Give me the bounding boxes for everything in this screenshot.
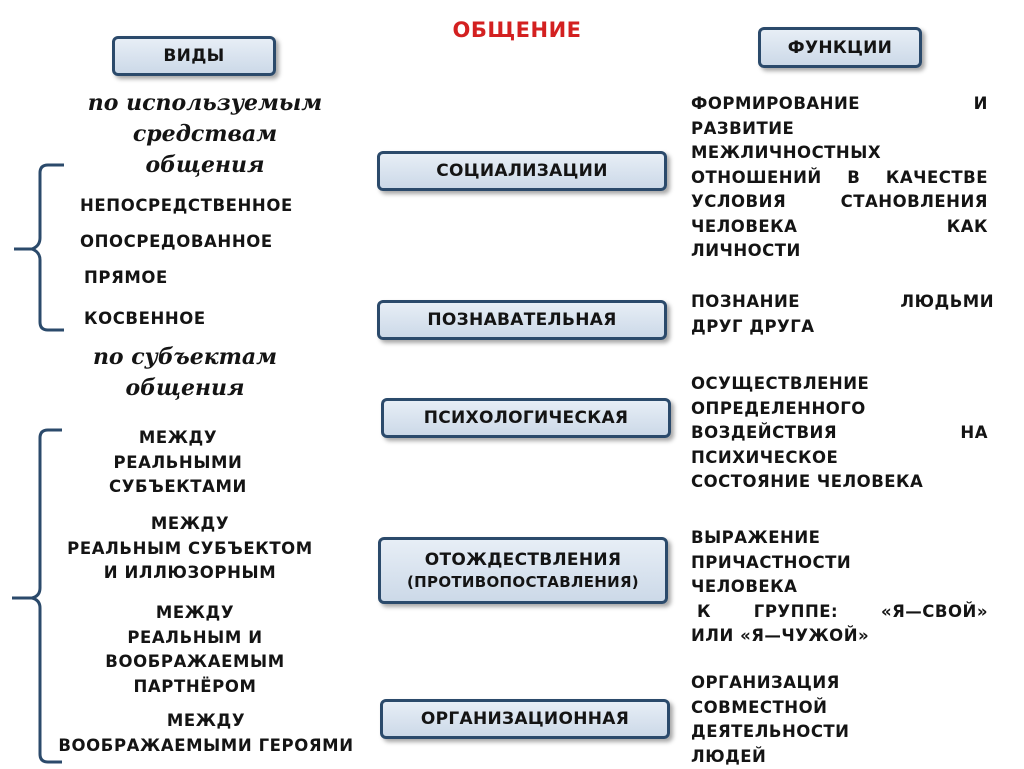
means-item: ОПОСРЕДОВАННОЕ bbox=[80, 230, 273, 255]
function-subname: (ПРОТИВОПОСТАВЛЕНИЯ) bbox=[407, 571, 639, 593]
description-line: ЛЮДЕЙ bbox=[691, 745, 988, 769]
function-description-psychological bbox=[691, 372, 988, 495]
description-line: ПРИЧАСТНОСТИ bbox=[691, 551, 988, 576]
description-line: ЛИЧНОСТИ bbox=[691, 239, 988, 264]
subjects-heading bbox=[60, 342, 310, 404]
subjects-item-line: ВООБРАЖАЕМЫМИ ГЕРОЯМИ bbox=[38, 734, 374, 759]
subjects-item-line: МЕЖДУ bbox=[50, 512, 330, 537]
description-line: ОРГАНИЗАЦИЯ bbox=[691, 671, 988, 696]
subjects-heading-line: общения bbox=[60, 373, 310, 404]
subjects-item bbox=[50, 512, 330, 586]
subjects-item-line: МЕЖДУ bbox=[78, 426, 278, 451]
means-item: КОСВЕННОЕ bbox=[84, 307, 206, 332]
function-box-psychological bbox=[381, 398, 671, 438]
function-description-organizational bbox=[691, 671, 988, 769]
description-line: ОТНОШЕНИЙ В КАЧЕСТВЕ bbox=[691, 166, 988, 191]
function-name: СОЦИАЛИЗАЦИИ bbox=[436, 160, 608, 182]
means-heading-line: по используемым bbox=[60, 88, 350, 119]
subjects-item-line: И ИЛЛЮЗОРНЫМ bbox=[50, 561, 330, 586]
functions-header bbox=[758, 27, 922, 68]
description-line: ЧЕЛОВЕКА bbox=[691, 575, 988, 600]
description-line: ФОРМИРОВАНИЕ И bbox=[691, 92, 988, 117]
function-name: ПСИХОЛОГИЧЕСКАЯ bbox=[424, 407, 629, 429]
description-line: ОСУЩЕСТВЛЕНИЕ bbox=[691, 372, 988, 397]
means-heading-line: средствам bbox=[60, 119, 350, 150]
function-description-socialization bbox=[691, 92, 988, 264]
description-line: ИЛИ «Я—ЧУЖОЙ» bbox=[691, 624, 988, 649]
description-line: ПОЗНАНИЕ ЛЮДЬМИ bbox=[691, 290, 994, 315]
subjects-item bbox=[78, 426, 278, 500]
description-line: УСЛОВИЯ СТАНОВЛЕНИЯ bbox=[691, 190, 988, 215]
subjects-item-line: ВООБРАЖАЕМЫМ bbox=[80, 650, 310, 675]
description-line: ПСИХИЧЕСКОЕ bbox=[691, 446, 988, 471]
subjects-item-line: МЕЖДУ bbox=[38, 709, 374, 734]
function-box-socialization bbox=[377, 151, 667, 191]
subjects-item bbox=[38, 709, 374, 758]
description-line: ЧЕЛОВЕКА КАК bbox=[691, 215, 988, 240]
description-line: ДРУГ ДРУГА bbox=[691, 315, 994, 340]
description-line: СОСТОЯНИЕ ЧЕЛОВЕКА bbox=[691, 470, 988, 495]
description-line: МЕЖЛИЧНОСТНЫХ bbox=[691, 141, 988, 166]
function-box-organizational bbox=[380, 699, 670, 739]
subjects-item-line: МЕЖДУ bbox=[80, 601, 310, 626]
function-name: ОТОЖДЕСТВЛЕНИЯ bbox=[425, 549, 622, 571]
means-item: НЕПОСРЕДСТВЕННОЕ bbox=[80, 194, 293, 219]
subjects-item-line: РЕАЛЬНЫМИ bbox=[78, 451, 278, 476]
types-header-label: ВИДЫ bbox=[163, 45, 224, 67]
types-header bbox=[112, 36, 276, 76]
function-description-cognitive bbox=[691, 290, 994, 339]
description-line: СОВМЕСТНОЙ bbox=[691, 696, 988, 721]
brace-means bbox=[14, 165, 64, 330]
subjects-heading-line: по субъектам bbox=[60, 342, 310, 373]
function-name: ОРГАНИЗАЦИОННАЯ bbox=[421, 708, 629, 730]
page-title: ОБЩЕНИЕ bbox=[392, 18, 642, 42]
function-description-identification bbox=[691, 526, 988, 649]
means-item: ПРЯМОЕ bbox=[84, 266, 168, 291]
subjects-item-line: ПАРТНЁРОМ bbox=[80, 675, 310, 700]
description-line: РАЗВИТИЕ bbox=[691, 117, 988, 142]
function-name: ПОЗНАВАТЕЛЬНАЯ bbox=[427, 309, 616, 331]
function-box-identification bbox=[378, 537, 668, 604]
means-heading-line: общения bbox=[60, 150, 350, 181]
functions-header-label: ФУНКЦИИ bbox=[788, 37, 892, 59]
means-heading bbox=[60, 88, 350, 181]
description-line: К ГРУППЕ: «Я—СВОЙ» bbox=[691, 600, 988, 625]
description-line: ВОЗДЕЙСТВИЯ НА bbox=[691, 421, 988, 446]
description-line: ДЕЯТЕЛЬНОСТИ bbox=[691, 720, 988, 745]
subjects-item-line: РЕАЛЬНЫМ СУБЪЕКТОМ bbox=[50, 537, 330, 562]
subjects-item bbox=[80, 601, 310, 699]
function-box-cognitive bbox=[377, 300, 667, 340]
description-line: ВЫРАЖЕНИЕ bbox=[691, 526, 988, 551]
subjects-item-line: РЕАЛЬНЫМ И bbox=[80, 626, 310, 651]
description-line: ОПРЕДЕЛЕННОГО bbox=[691, 397, 988, 422]
subjects-item-line: СУБЪЕКТАМИ bbox=[78, 475, 278, 500]
